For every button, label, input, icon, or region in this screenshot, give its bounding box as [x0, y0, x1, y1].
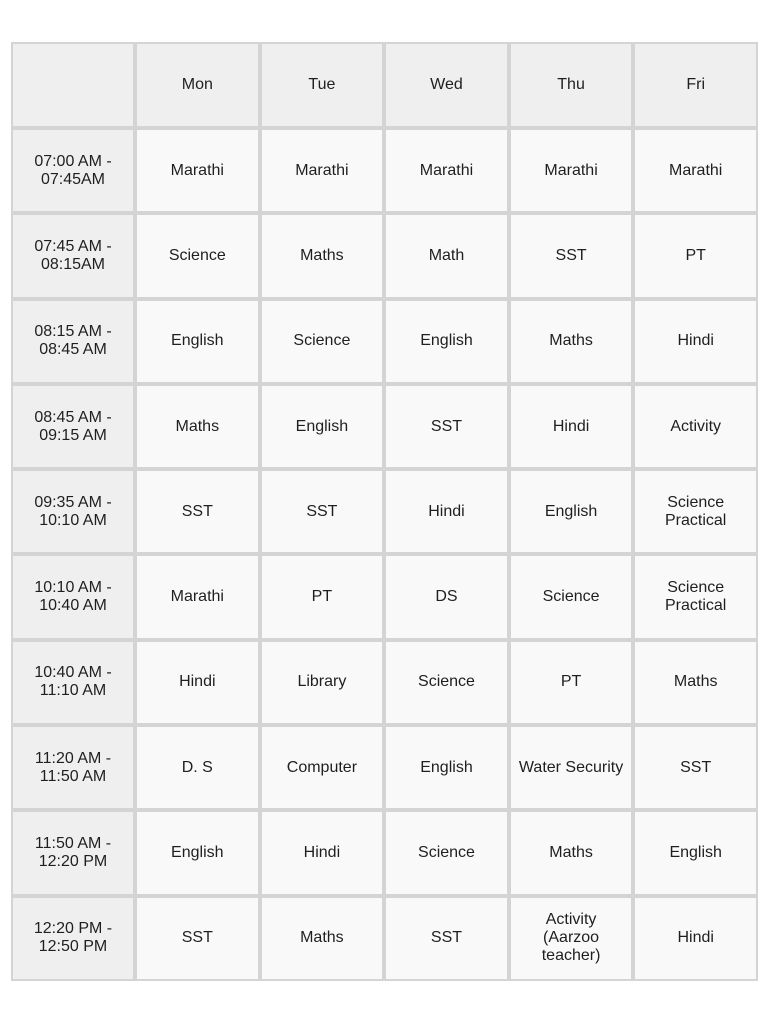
subject-label: PT	[560, 673, 582, 691]
subject-label: Maths	[300, 929, 344, 947]
subject-label: SST	[430, 417, 463, 435]
subject-label: SST	[181, 502, 213, 520]
subject-cell	[260, 469, 385, 554]
subject-cell	[135, 469, 260, 554]
table-row	[11, 128, 758, 213]
subject-cell	[633, 640, 758, 725]
time-slot-cell	[11, 213, 135, 298]
subject-cell	[509, 554, 634, 639]
table-row	[11, 640, 758, 725]
day-label: Mon	[181, 76, 213, 93]
time-slot-cell	[11, 810, 135, 895]
time-slot-label: 10:40 AM - 11:10 AM	[34, 664, 112, 700]
subject-cell	[509, 810, 634, 895]
subject-label: English	[420, 758, 473, 776]
time-slot-cell	[11, 384, 135, 469]
subject-cell	[509, 213, 634, 298]
time-slot-label: 11:50 AM - 12:20 PM	[34, 835, 112, 871]
time-slot-cell	[11, 299, 135, 384]
subject-label: Computer	[286, 758, 358, 776]
time-slot-cell	[11, 554, 135, 639]
subject-label: Library	[297, 673, 347, 691]
subject-cell	[260, 810, 385, 895]
table-row	[11, 725, 758, 810]
subject-label: Marathi	[170, 588, 224, 606]
subject-cell	[633, 810, 758, 895]
subject-cell	[509, 640, 634, 725]
table-row	[11, 384, 758, 469]
subject-cell	[384, 213, 509, 298]
time-slot-label: 11:20 AM - 11:50 AM	[34, 749, 112, 785]
time-slot-label: 10:10 AM - 10:40 AM	[34, 579, 112, 615]
time-slot-cell	[11, 725, 135, 810]
corner-cell	[11, 42, 135, 128]
subject-label: Science	[418, 673, 475, 691]
subject-cell	[633, 554, 758, 639]
subject-label: Activity	[670, 417, 722, 435]
table-row	[11, 810, 758, 895]
subject-cell	[135, 128, 260, 213]
subject-cell	[260, 554, 385, 639]
subject-label: Water Security	[518, 758, 624, 776]
subject-cell	[135, 213, 260, 298]
subject-cell	[633, 213, 758, 298]
subject-cell	[384, 469, 509, 554]
subject-cell	[135, 554, 260, 639]
day-label: Fri	[686, 76, 706, 93]
day-header-tue	[260, 42, 385, 128]
subject-cell	[384, 384, 509, 469]
subject-label: Maths	[673, 673, 718, 691]
subject-cell	[135, 896, 260, 981]
day-label: Tue	[308, 76, 336, 93]
subject-label: SST	[430, 929, 463, 947]
subject-label: Hindi	[677, 332, 714, 350]
table-row	[11, 213, 758, 298]
time-slot-cell	[11, 128, 135, 213]
subject-label: Science Practical	[665, 493, 727, 529]
table-row	[11, 554, 758, 639]
subject-label: Marathi	[295, 161, 349, 179]
subject-cell	[509, 299, 634, 384]
time-slot-label: 12:20 PM - 12:50 PM	[33, 920, 113, 956]
day-header-mon	[135, 42, 260, 128]
day-label: Wed	[430, 76, 463, 93]
subject-label: Science	[418, 844, 475, 862]
subject-label: English	[669, 844, 722, 862]
subject-label: PT	[685, 246, 706, 264]
subject-label: SST	[181, 929, 213, 947]
table-row	[11, 896, 758, 981]
subject-cell	[633, 469, 758, 554]
subject-label: Science	[168, 246, 226, 264]
subject-cell	[509, 128, 634, 213]
subject-cell	[135, 384, 260, 469]
time-slot-cell	[11, 640, 135, 725]
subject-cell	[509, 384, 634, 469]
subject-cell	[260, 896, 385, 981]
subject-cell	[135, 810, 260, 895]
subject-cell	[384, 896, 509, 981]
subject-cell	[260, 725, 385, 810]
subject-cell	[260, 640, 385, 725]
subject-label: English	[171, 332, 224, 350]
subject-cell	[633, 384, 758, 469]
subject-cell	[135, 640, 260, 725]
subject-cell	[509, 896, 634, 981]
subject-label: Maths	[549, 844, 593, 862]
subject-label: SST	[680, 758, 712, 776]
table-row	[11, 469, 758, 554]
time-slot-label: 09:35 AM - 10:10 AM	[34, 493, 112, 529]
subject-cell	[509, 469, 634, 554]
subject-label: English	[295, 417, 349, 435]
subject-cell	[135, 725, 260, 810]
subject-cell	[633, 896, 758, 981]
time-slot-label: 07:45 AM - 08:15AM	[34, 237, 112, 273]
subject-label: Hindi	[428, 502, 465, 520]
subject-label: D. S	[181, 758, 213, 776]
subject-cell	[384, 554, 509, 639]
time-slot-label: 08:15 AM - 08:45 AM	[34, 323, 112, 359]
time-slot-cell	[11, 469, 135, 554]
time-slot-cell	[11, 896, 135, 981]
subject-label: Math	[428, 246, 465, 264]
time-slot-label: 08:45 AM - 09:15 AM	[34, 408, 112, 444]
day-label: Thu	[557, 76, 585, 93]
subject-label: Marathi	[419, 161, 474, 179]
day-header-wed	[384, 42, 509, 128]
day-header-thu	[509, 42, 634, 128]
subject-label: English	[544, 502, 598, 520]
subject-cell	[260, 213, 385, 298]
subject-label: SST	[306, 502, 338, 520]
subject-label: Science	[542, 588, 600, 606]
day-header-fri	[633, 42, 758, 128]
subject-cell	[384, 810, 509, 895]
subject-label: Marathi	[669, 161, 723, 179]
subject-label: Hindi	[552, 417, 590, 435]
time-slot-label: 07:00 AM - 07:45AM	[34, 152, 112, 188]
subject-label: Science Practical	[665, 579, 727, 615]
subject-cell	[260, 384, 385, 469]
subject-label: Hindi	[677, 929, 714, 947]
subject-cell	[509, 725, 634, 810]
subject-label: English	[420, 332, 473, 350]
subject-cell	[384, 640, 509, 725]
subject-label: Maths	[300, 246, 344, 264]
subject-label: Marathi	[170, 161, 224, 179]
subject-cell	[260, 299, 385, 384]
subject-cell	[633, 725, 758, 810]
subject-label: SST	[555, 246, 587, 264]
timetable	[11, 42, 758, 981]
subject-label: PT	[311, 588, 333, 606]
subject-cell	[384, 299, 509, 384]
subject-cell	[260, 128, 385, 213]
subject-label: DS	[435, 588, 458, 606]
table-row	[11, 299, 758, 384]
subject-label: Hindi	[303, 844, 341, 862]
subject-label: Hindi	[179, 673, 216, 691]
subject-label: Maths	[175, 417, 220, 435]
subject-cell	[384, 725, 509, 810]
subject-label: Marathi	[544, 161, 598, 179]
subject-label: Maths	[549, 332, 593, 350]
header-row	[11, 42, 758, 128]
subject-cell	[135, 299, 260, 384]
subject-label: English	[171, 844, 224, 862]
subject-cell	[633, 299, 758, 384]
subject-label: Activity (Aarzoo teacher)	[541, 911, 601, 965]
subject-label: Science	[293, 332, 351, 350]
subject-cell	[633, 128, 758, 213]
subject-cell	[384, 128, 509, 213]
